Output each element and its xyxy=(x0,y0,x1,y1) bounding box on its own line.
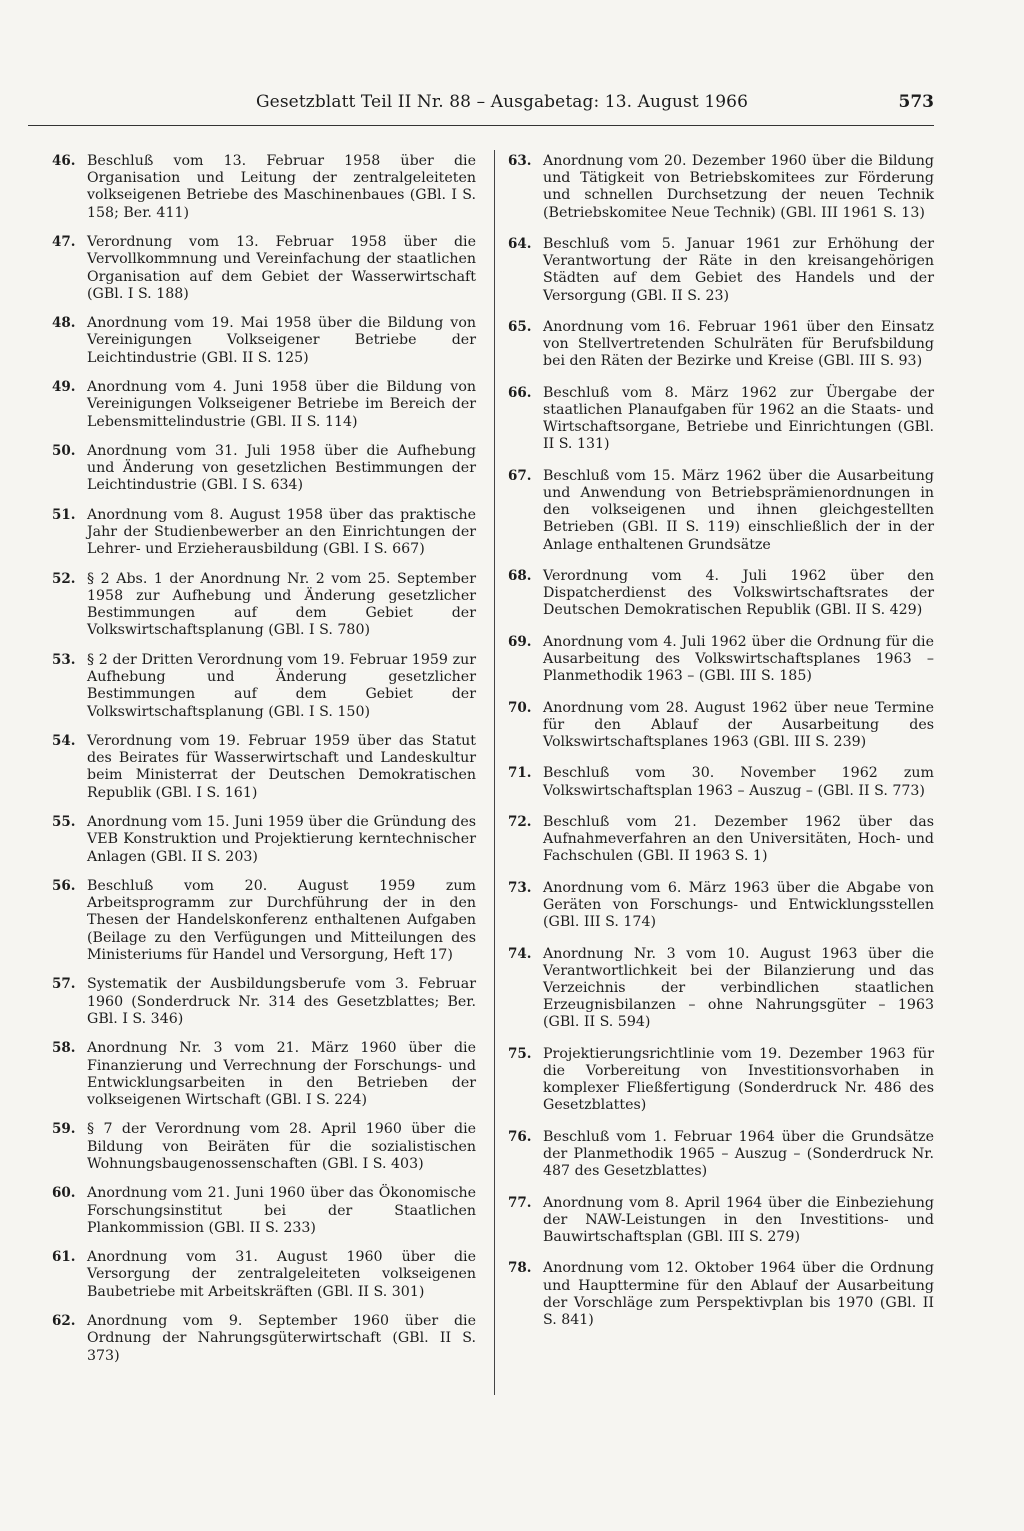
entry-text: Verordnung vom 19. Februar 1959 über das Statut des Beirates für Wasserwirtschaft und Landeskultur beim Ministerrat der Deutschen Demokratischen Republik (GBl. I S. 161) xyxy=(87,733,476,801)
entry-number: 63. xyxy=(508,153,532,169)
list-entry xyxy=(508,634,934,686)
entry-text: Anordnung vom 6. März 1963 über die Abgabe von Geräten von Forschungs- und Entwicklungsstellen (GBl. III S. 174) xyxy=(543,879,934,931)
entry-number: 64. xyxy=(508,236,532,252)
entry-text: Beschluß vom 5. Januar 1961 zur Erhöhung der Verantwortung der Räte in den kreisangehörigen Städten auf dem Gebiet des Handels und der Versorgung (GBl. II S. 23) xyxy=(543,236,934,304)
list-entry xyxy=(508,236,934,305)
list-entry xyxy=(52,315,476,367)
entry-number: 74. xyxy=(508,945,532,962)
left-column xyxy=(52,153,476,1377)
entry-number: 56. xyxy=(52,878,76,895)
entry-number: 57. xyxy=(52,976,76,993)
entry-number: 77. xyxy=(508,1194,532,1211)
list-entry xyxy=(508,1129,934,1181)
list-entry xyxy=(52,814,476,866)
entry-text: Beschluß vom 20. August 1959 zum Arbeitsprogramm zur Durchführung der in den Thesen der Handelskonferenz enthaltenen Aufgaben (Beilage zu den Verfügungen und Mitteilungen des Ministeriums für Handel und Versorgung, Heft 17) xyxy=(87,878,476,963)
entry-text: Anordnung vom 16. Februar 1961 über den Einsatz von Stellvertretenden Schulräten für Berufsbildung bei den Räten der Bezirke und Kreise (GBl. III S. 93) xyxy=(543,319,934,370)
entry-number: 67. xyxy=(508,467,532,484)
entry-number: 55. xyxy=(52,814,76,831)
entry-number: 71. xyxy=(508,765,532,782)
entry-text: Anordnung vom 8. April 1964 über die Einbeziehung der NAW-Leistungen in den Investitions- und Bauwirtschaftsplan (GBl. III S. 279) xyxy=(543,1194,934,1245)
entry-text: Anordnung vom 31. Juli 1958 über die Aufhebung und Änderung von gesetzlichen Bestimmungen der Leichtindustrie (GBl. I S. 634) xyxy=(87,443,476,494)
entry-number: 52. xyxy=(52,570,76,587)
list-entry xyxy=(508,946,934,1032)
entry-text: Anordnung Nr. 3 vom 10. August 1963 über die Verantwortlichkeit bei der Bilanzierung und das Verzeichnis der verbindlichen staatlichen Erzeugnisbilanzen – ohne Nahrungsgüter – 1963 (GBl. II S. 594) xyxy=(543,945,934,1031)
page-number: 573 xyxy=(898,92,934,112)
entry-text: Anordnung vom 4. Juli 1962 über die Ordnung für die Ausarbeitung des Volkswirtschaftsplanes 1963 – Planmethodik 1963 – (GBl. III S. 185) xyxy=(543,633,934,685)
entry-text: Anordnung vom 20. Dezember 1960 über die Bildung und Tätigkeit von Betriebskomitees zur Förderung und schnellen Durchsetzung der neuen Technik (Betriebskomitee Neue Technik) (GBl. III 1961 S. 13) xyxy=(543,153,934,221)
entry-number: 75. xyxy=(508,1045,532,1062)
entry-number: 65. xyxy=(508,319,532,335)
list-entry xyxy=(508,153,934,222)
list-entry xyxy=(52,443,476,495)
entry-text: Beschluß vom 21. Dezember 1962 über das Aufnahmeverfahren an den Universitäten, Hoch- und Fachschulen (GBl. II 1963 S. 1) xyxy=(543,813,934,865)
list-entry xyxy=(508,468,934,554)
list-entry xyxy=(52,379,476,431)
list-entry xyxy=(52,733,476,802)
entry-number: 51. xyxy=(52,506,76,523)
list-entry xyxy=(508,1046,934,1115)
list-entry xyxy=(52,1185,476,1237)
entry-number: 62. xyxy=(52,1313,76,1330)
list-entry xyxy=(508,814,934,866)
entry-number: 47. xyxy=(52,234,76,251)
entry-text: Anordnung vom 15. Juni 1959 über die Gründung des VEB Konstruktion und Projektierung kerntechnischer Anlagen (GBl. II S. 203) xyxy=(87,814,476,865)
list-entry xyxy=(52,571,476,640)
entry-text: Systematik der Ausbildungsberufe vom 3. Februar 1960 (Sonderdruck Nr. 314 des Gesetzblattes; Ber. GBl. I S. 346) xyxy=(87,976,476,1027)
list-entry xyxy=(52,153,476,222)
entry-text: Anordnung vom 12. Oktober 1964 über die Ordnung und Haupttermine für den Ablauf der Ausarbeitung der Vorschläge zum Perspektivplan bis 1970 (GBl. II S. 841) xyxy=(543,1260,934,1328)
list-entry xyxy=(508,1195,934,1247)
entry-text: Anordnung vom 28. August 1962 über neue Termine für den Ablauf der Ausarbeitung des Volkswirtschaftsplanes 1963 (GBl. III S. 239) xyxy=(543,699,934,750)
entry-number: 48. xyxy=(52,315,76,332)
entry-number: 46. xyxy=(52,153,76,169)
entry-number: 53. xyxy=(52,651,76,668)
entry-number: 70. xyxy=(508,699,532,716)
entry-text: Anordnung vom 19. Mai 1958 über die Bildung von Vereinigungen Volkseigener Betriebe der Leichtindustrie (GBl. II S. 125) xyxy=(87,315,476,366)
list-entry xyxy=(508,319,934,371)
list-entry xyxy=(508,385,934,454)
entry-number: 50. xyxy=(52,443,76,460)
entry-number: 76. xyxy=(508,1128,532,1145)
right-column xyxy=(508,153,934,1343)
entry-text: § 2 der Dritten Verordnung vom 19. Februar 1959 zur Aufhebung und Änderung gesetzlicher Bestimmungen auf dem Gebiet der Volkswirtschaftsplanung (GBl. I S. 150) xyxy=(87,651,476,720)
entry-number: 59. xyxy=(52,1121,76,1138)
entry-text: Anordnung vom 31. August 1960 über die Versorgung der zentralgeleiteten volkseigenen Baubetriebe mit Arbeitskräften (GBl. II S. 301) xyxy=(87,1249,476,1300)
entry-text: Anordnung vom 4. Juni 1958 über die Bildung von Vereinigungen Volkseigener Betriebe im Bereich der Lebensmittelindustrie (GBl. II S. 114) xyxy=(87,379,476,430)
entry-number: 61. xyxy=(52,1249,76,1266)
entry-text: Anordnung Nr. 3 vom 21. März 1960 über die Finanzierung und Verrechnung der Forschungs- und Entwicklungsarbeiten in den Betrieben der volkseigenen Wirtschaft (GBl. I S. 224) xyxy=(87,1040,476,1108)
list-entry xyxy=(52,878,476,964)
entry-number: 60. xyxy=(52,1185,76,1202)
entry-text: Beschluß vom 8. März 1962 zur Übergabe der staatlichen Planaufgaben für 1962 an die Staats- und Wirtschaftsorgane, Betriebe und Einrichtungen (GBl. II S. 131) xyxy=(543,384,934,453)
list-entry xyxy=(52,1040,476,1109)
list-entry xyxy=(52,1249,476,1301)
entry-number: 73. xyxy=(508,879,532,896)
entry-text: Anordnung vom 21. Juni 1960 über das Ökonomische Forschungsinstitut bei der Staatlichen Plankommission (GBl. II S. 233) xyxy=(87,1185,476,1236)
list-entry xyxy=(52,234,476,303)
entry-number: 54. xyxy=(52,733,76,750)
entry-text: Beschluß vom 1. Februar 1964 über die Grundsätze der Planmethodik 1965 – Auszug – (Sonderdruck Nr. 487 des Gesetzblattes) xyxy=(543,1128,934,1180)
list-entry xyxy=(508,700,934,752)
list-entry xyxy=(508,1260,934,1329)
entry-text: Beschluß vom 15. März 1962 über die Ausarbeitung und Anwendung von Betriebsprämienordnungen in den volkseigenen und ihnen gleichgestellten Betrieben (GBl. II S. 119) einschließlich der in der Anlage enthaltenen Grundsätze xyxy=(543,467,934,553)
entry-number: 78. xyxy=(508,1260,532,1277)
list-entry xyxy=(52,1313,476,1365)
column-divider xyxy=(494,150,495,1395)
entry-number: 72. xyxy=(508,813,532,830)
entry-text: Anordnung vom 8. August 1958 über das praktische Jahr der Studienbewerber an den Einrichtungen der Lehrer- und Erzieherausbildung (GBl. I S. 667) xyxy=(87,506,476,558)
page-header xyxy=(28,92,934,120)
list-entry xyxy=(52,1121,476,1173)
list-entry xyxy=(508,568,934,620)
entry-number: 66. xyxy=(508,384,532,401)
list-entry xyxy=(52,976,476,1028)
entry-text: § 7 der Verordnung vom 28. April 1960 über die Bildung von Beiräten für die sozialistischen Wohnungsbaugenossenschaften (GBl. I S. 403) xyxy=(87,1121,476,1172)
entry-text: Beschluß vom 13. Februar 1958 über die Organisation und Leitung der zentralgeleiteten volkseigenen Betriebe des Maschinenbaues (GBl. I S. 158; Ber. 411) xyxy=(87,153,476,221)
list-entry xyxy=(52,507,476,559)
list-entry xyxy=(52,652,476,721)
header-rule xyxy=(28,125,934,126)
entry-text: Verordnung vom 13. Februar 1958 über die Vervollkommnung und Vereinfachung der staatlichen Organisation auf dem Gebiet der Wasserwirtschaft (GBl. I S. 188) xyxy=(87,234,476,302)
entry-text: Anordnung vom 9. September 1960 über die Ordnung der Nahrungsgüterwirtschaft (GBl. II S. 373) xyxy=(87,1313,476,1364)
entry-number: 68. xyxy=(508,568,532,584)
entry-text: § 2 Abs. 1 der Anordnung Nr. 2 vom 25. September 1958 zur Aufhebung und Änderung gesetzlicher Bestimmungen auf dem Gebiet der Volkswirtschaftsplanung (GBl. I S. 780) xyxy=(87,570,476,639)
list-entry xyxy=(508,880,934,932)
list-entry xyxy=(508,765,934,799)
entry-number: 49. xyxy=(52,379,76,396)
header-title: Gesetzblatt Teil II Nr. 88 – Ausgabetag: 13. August 1966 xyxy=(256,92,749,112)
entry-text: Beschluß vom 30. November 1962 zum Volkswirtschaftsplan 1963 – Auszug – (GBl. II S. 773) xyxy=(543,765,934,799)
entry-text: Projektierungsrichtlinie vom 19. Dezember 1963 für die Vorbereitung von Investitionsvorhaben in komplexer Fließfertigung (Sonderdruck Nr. 486 des Gesetzblattes) xyxy=(543,1045,934,1114)
entry-number: 69. xyxy=(508,633,532,650)
entry-number: 58. xyxy=(52,1040,76,1057)
entry-text: Verordnung vom 4. Juli 1962 über den Dispatcherdienst des Volkswirtschaftsrates der Deutschen Demokratischen Republik (GBl. II S. 429) xyxy=(543,568,934,619)
